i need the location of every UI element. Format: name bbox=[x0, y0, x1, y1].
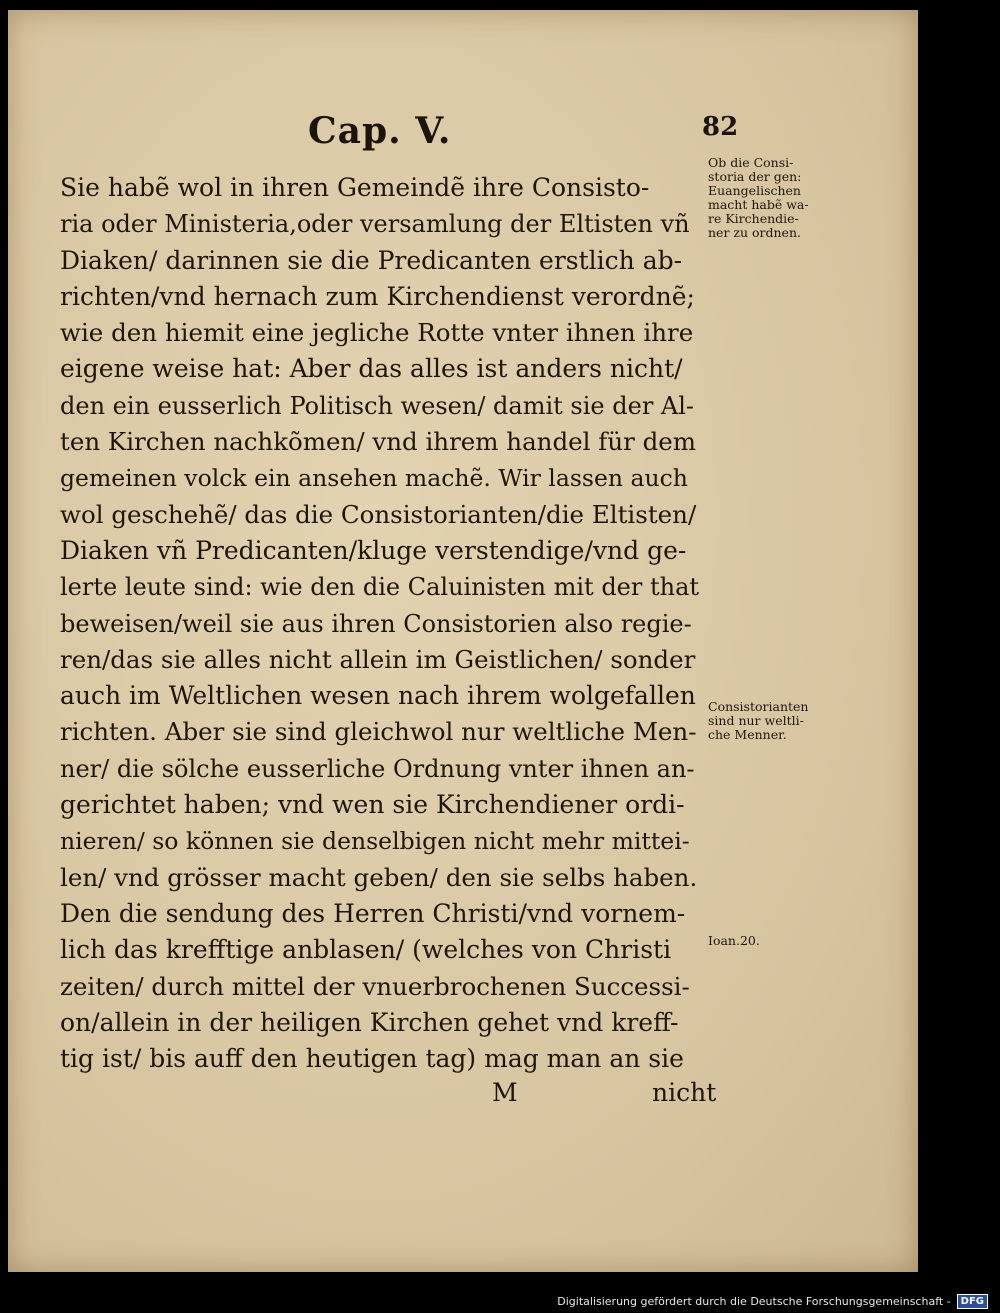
margin-note-line: Ob die Consi- bbox=[708, 155, 794, 170]
margin-note-line: storia der gen: bbox=[708, 169, 802, 184]
text-line: Sie habẽ wol in ihren Gemeindẽ ihre Consisto- bbox=[60, 173, 650, 202]
text-line: richten. Aber sie sind gleichwol nur weltliche Men- bbox=[60, 717, 697, 747]
text-line: wol geschehẽ/ das die Consistorianten/die Eltisten/ bbox=[60, 499, 697, 529]
text-line: on/allein in der heiligen Kirchen gehet vnd kreff- bbox=[60, 1007, 679, 1037]
text-line: nieren/ so können sie denselbigen nicht mehr mittei- bbox=[60, 827, 690, 856]
text-line: gemeinen volck ein ansehen machẽ. Wir lassen auch bbox=[60, 464, 688, 493]
catchline bbox=[60, 1078, 717, 1118]
text-line: len/ vnd grösser macht geben/ den sie selbs haben. bbox=[60, 862, 698, 892]
text-line: eigene weise hat: Aber das alles ist anders nicht/ bbox=[60, 354, 683, 384]
margin-note-line: re Kirchendie- bbox=[708, 211, 799, 226]
margin-note-line: sind nur weltli- bbox=[708, 713, 804, 728]
text-line: ren/das sie alles nicht allein im Geistlichen/ sonder bbox=[60, 644, 696, 674]
margin-note-line: Ioan.20. bbox=[708, 933, 760, 948]
margin-note-line: che Menner. bbox=[708, 727, 787, 742]
margin-note bbox=[708, 934, 760, 948]
text-line: Diaken/ darinnen sie die Predicanten erstlich ab- bbox=[60, 245, 683, 275]
text-line: Diaken vñ Predicanten/kluge verstendige/vnd ge- bbox=[60, 535, 687, 565]
text-line: lerte leute sind: wie den die Caluinisten mit der that bbox=[60, 573, 700, 602]
text-line: tig ist/ bis auff den heutigen tag) mag man an sie bbox=[60, 1044, 684, 1074]
margin-note bbox=[708, 156, 809, 240]
text-line: den ein eusserlich Politisch wesen/ damit sie der Al- bbox=[60, 391, 695, 420]
page-number: 82 bbox=[702, 112, 739, 142]
text-line: auch im Weltlichen wesen nach ihrem wolgefallen bbox=[60, 681, 696, 711]
margin-note-line: ner zu ordnen. bbox=[708, 225, 801, 240]
margin-note-line: Consistorianten bbox=[708, 699, 809, 714]
margin-note-line: Euangelischen bbox=[708, 183, 801, 198]
signature-mark: M bbox=[492, 1078, 518, 1107]
book-page bbox=[8, 10, 918, 1272]
text-line: ten Kirchen nachkõmen/ vnd ihrem handel für dem bbox=[60, 427, 697, 457]
dfg-logo: DFG bbox=[957, 1294, 988, 1309]
text-line: wie den hiemit eine jegliche Rotte vnter ihnen ihre bbox=[60, 318, 694, 348]
margin-note bbox=[708, 700, 808, 742]
text-line: zeiten/ durch mittel der vnuerbrochenen Successi- bbox=[60, 971, 690, 1001]
text-line: richten/vnd hernach zum Kirchendienst verordnẽ; bbox=[60, 281, 695, 311]
text-line: beweisen/weil sie aus ihren Consistorien also regie- bbox=[60, 609, 692, 638]
text-line: ner/ die sölche eusserliche Ordnung vnter ihnen an- bbox=[60, 754, 695, 783]
text-line: gerichtet haben; vnd wen sie Kirchendiener ordi- bbox=[60, 790, 685, 820]
body-text bbox=[60, 170, 700, 1077]
credit-text: Digitalisierung gefördert durch die Deutsche Forschungsgemeinschaft - bbox=[557, 1295, 951, 1308]
digitization-credit bbox=[557, 1294, 988, 1309]
margin-note-line: macht habẽ wa- bbox=[708, 197, 809, 212]
page-header bbox=[8, 110, 918, 160]
chapter-heading: Cap. V. bbox=[308, 110, 452, 152]
text-line: ria oder Ministeria,oder versamlung der Eltisten vñ bbox=[60, 210, 690, 239]
catchword: nicht bbox=[652, 1078, 717, 1107]
text-line: Den die sendung des Herren Christi/vnd vornem- bbox=[60, 898, 686, 928]
text-line: lich das krefftige anblasen/ (welches von Christi bbox=[60, 935, 672, 965]
